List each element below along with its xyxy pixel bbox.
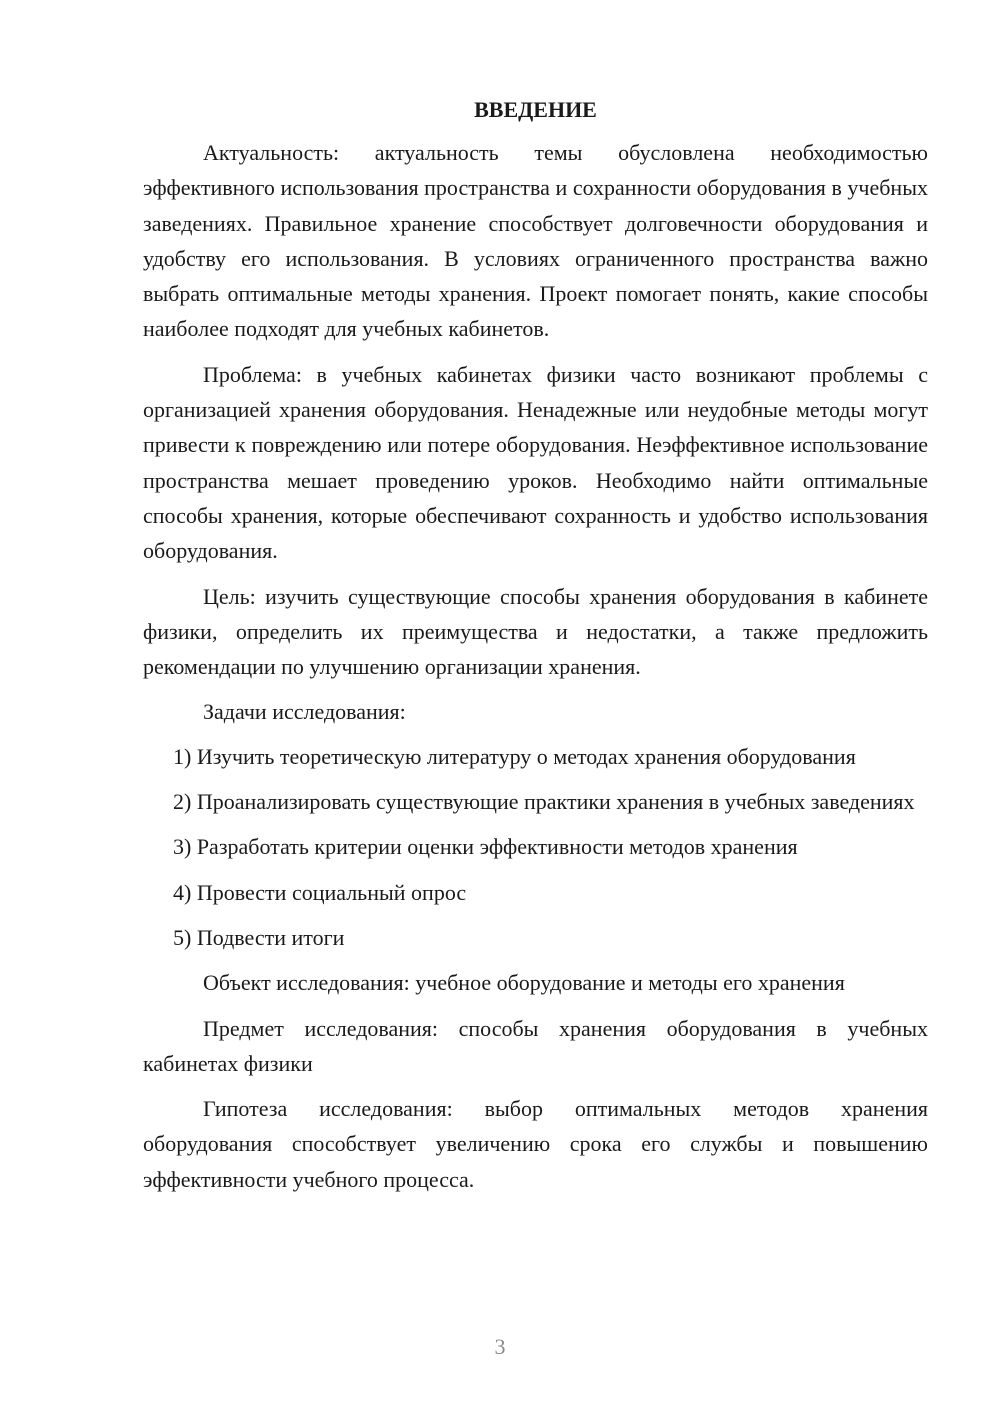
task-item-5: 5) Подвести итоги — [173, 924, 345, 950]
subject-paragraph: Предмет исследования: способы хранения оборудования в учебных кабинетах физики — [143, 1015, 928, 1076]
tasks-heading: Задачи исследования: — [203, 699, 406, 725]
document-title: ВВЕДЕНИЕ — [474, 97, 597, 122]
page-number: 3 — [494, 1334, 506, 1359]
document-page — [143, 92, 928, 1207]
problem-paragraph: Проблема: в учебных кабинетах физики часто возникают проблемы с организацией хранения оборудования. Ненадежные или неудобные методы могут привести к повреждению или потере оборудования. Неэффективное использование пространства мешает проведению уроков. Необходимо найти оптимальные способы хранения, которые обеспечивают сохранность и удобство использования оборудования. — [143, 361, 928, 564]
object-paragraph: Объект исследования: учебное оборудование и методы его хранения — [203, 970, 845, 996]
goal-paragraph: Цель: изучить существующие способы хранения оборудования в кабинете физики, определить их преимущества и недостатки, а также предложить рекомендации по улучшению организации хранения. — [143, 583, 928, 680]
task-item-1: 1) Изучить теоретическую литературу о методах хранения оборудования — [173, 743, 856, 769]
hypothesis-paragraph: Гипотеза исследования: выбор оптимальных методов хранения оборудования способствует увеличению срока его службы и повышению эффективности учебного процесса. — [143, 1096, 928, 1192]
task-item-3: 3) Разработать критерии оценки эффективности методов хранения — [173, 834, 798, 860]
task-item-2: 2) Проанализировать существующие практики хранения в учебных заведениях — [173, 789, 915, 815]
relevance-paragraph: Актуальность: актуальность темы обусловлена необходимостью эффективного использования пространства и сохранности оборудования в учебных заведениях. Правильное хранение способствует долговечности оборудования и удобству его использования. В условиях ограниченного пространства важно выбрать оптимальные методы хранения. Проект помогает понять, какие способы наиболее подходят для учебных кабинетов. — [143, 140, 928, 342]
task-item-4: 4) Провести социальный опрос — [173, 879, 467, 905]
